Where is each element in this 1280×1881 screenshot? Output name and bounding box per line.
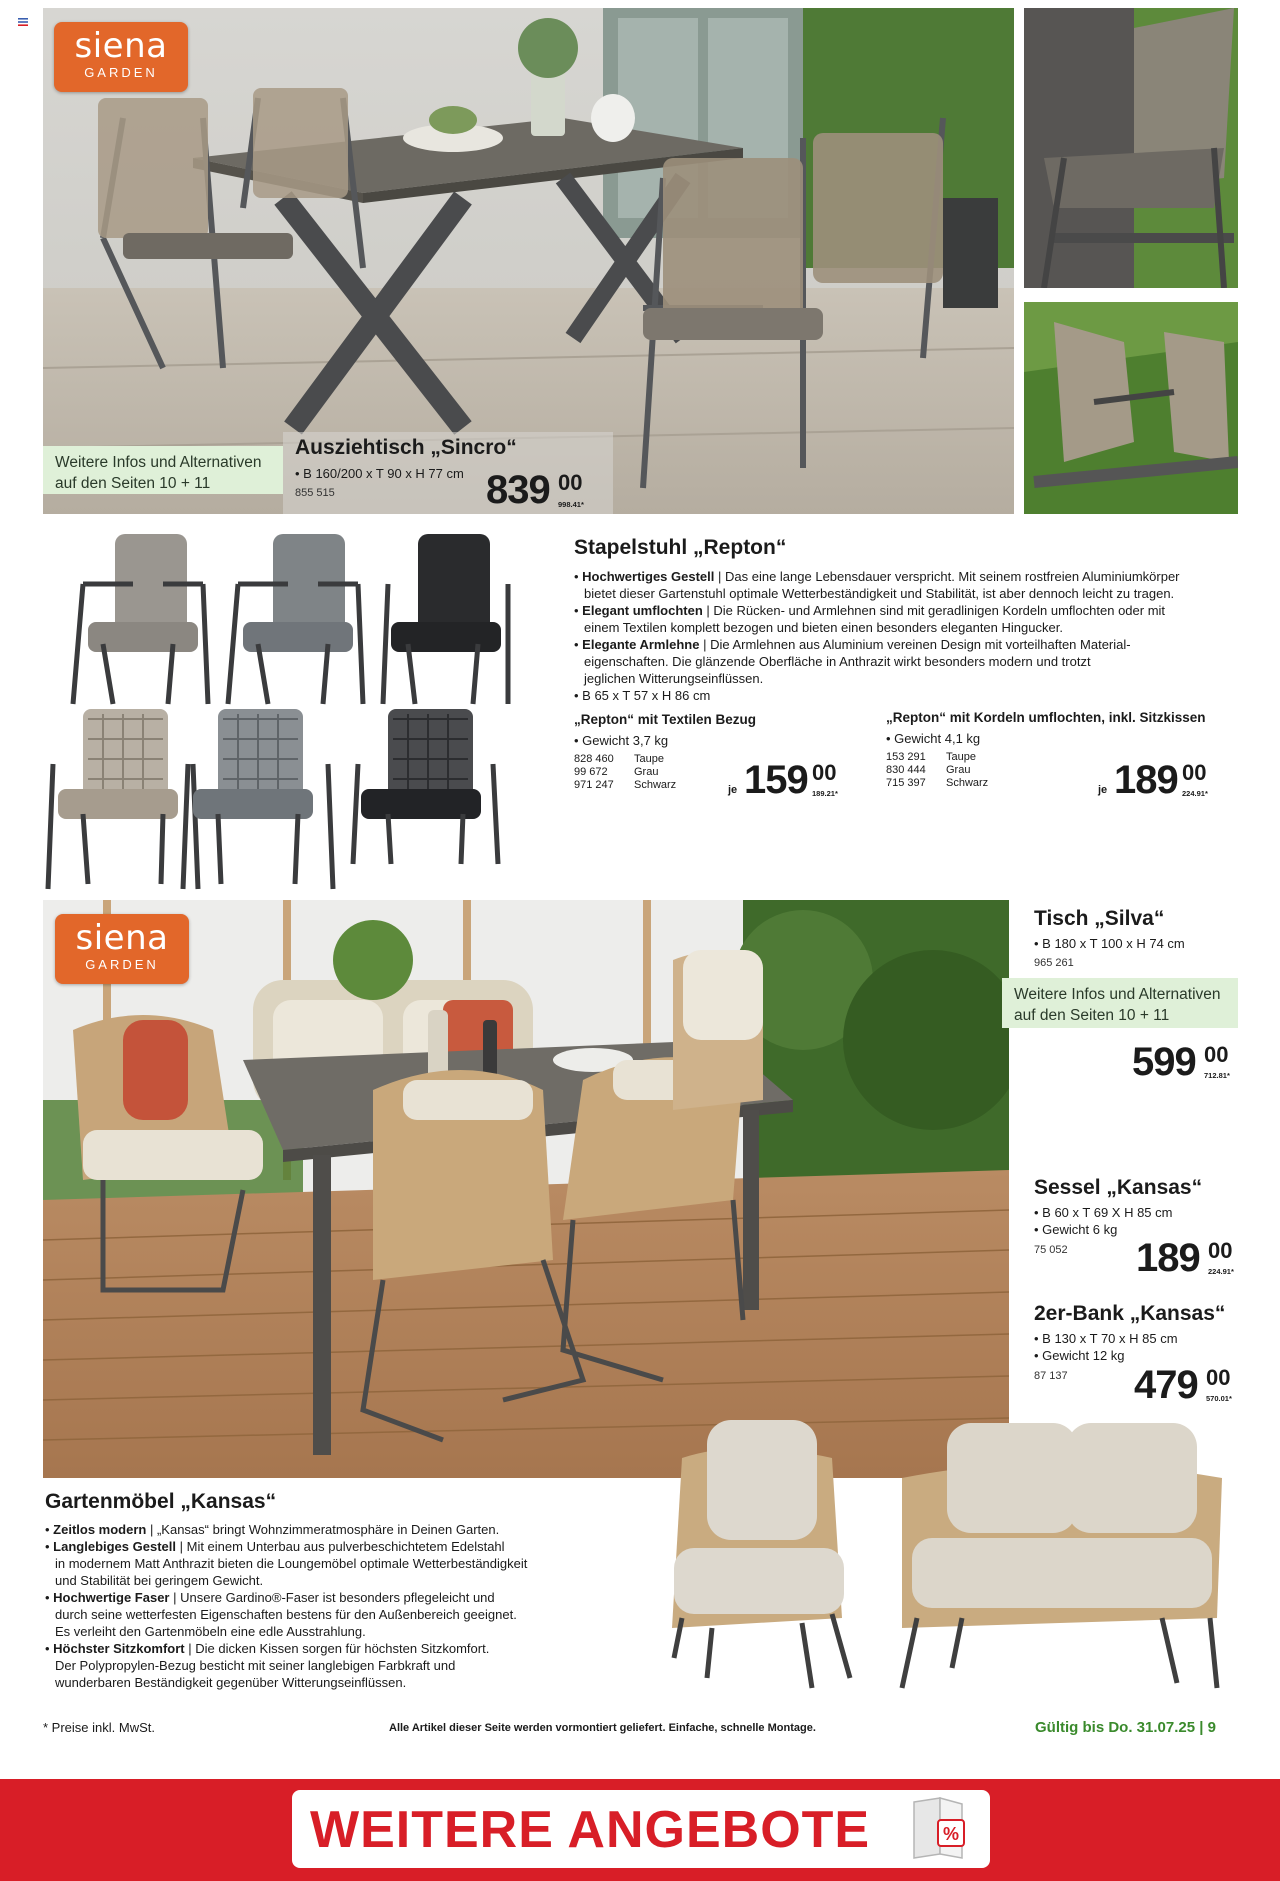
sessel-weight: • Gewicht 6 kg: [1034, 1222, 1118, 1237]
article-number: 971 247: [574, 779, 614, 791]
silva-dims: • B 180 x T 100 x H 74 cm: [1034, 936, 1185, 951]
repton-variant-1-title: „Repton“ mit Textilen Bezug: [574, 712, 757, 727]
bank-price: [1134, 1365, 1240, 1409]
price-sub: 224.91*: [1182, 789, 1208, 798]
repton-bullet-1-line-1: Das eine lange Lebensdauer verspricht. Mit seinem rostfreien Aluminiumkörper: [725, 569, 1180, 584]
price-dec: 00: [1206, 1365, 1231, 1390]
siena-garden-logo: [54, 22, 188, 92]
bank-title: 2er-Bank „Kansas“: [1034, 1302, 1226, 1325]
sessel-dims: • B 60 x T 69 X H 85 cm: [1034, 1205, 1173, 1220]
sincro-price: [486, 470, 594, 514]
info-line-2: auf den Seiten 10 + 11: [55, 475, 211, 492]
price-dec: 00: [1182, 760, 1207, 785]
repton-variant-2-title: „Repton“ mit Kordeln umflochten, inkl. Sitzkissen: [886, 710, 1206, 725]
price-sub: 189.21*: [812, 789, 838, 798]
repton-bullet-3-line-3: jeglichen Witterungseinflüssen.: [584, 671, 764, 686]
info-line-1: Weitere Infos und Alternativen: [1014, 986, 1221, 1003]
sincro-price-dec: 00: [558, 470, 583, 495]
percent-symbol: %: [942, 1824, 960, 1844]
kansas-bullet-3: • Hochwertige Faser | Unsere Gardino®-Faser ist besonders pflegeleicht und: [45, 1590, 495, 1605]
sincro-dims: • B 160/200 x T 90 x H 77 cm: [295, 466, 464, 481]
info-line-1: Weitere Infos und Alternativen: [55, 454, 262, 471]
color-name: Taupe: [946, 751, 976, 763]
repton-variant-1-weight: • Gewicht 3,7 kg: [574, 733, 669, 748]
sincro-price-int: 839: [486, 468, 550, 512]
repton-bullet-2-cont: [574, 619, 1240, 636]
price-int: 189: [1136, 1236, 1200, 1280]
assembly-note: Alle Artikel dieser Seite werden vormontiert geliefert. Einfache, schnelle Montage.: [389, 1722, 816, 1734]
color-name: Grau: [946, 764, 971, 776]
kansas-bullet-3-cont-2: [45, 1623, 665, 1640]
logo-name: siena: [74, 26, 168, 66]
kansas-cutout-photo: [662, 1418, 1232, 1700]
kansas-bullet-3-cont: [45, 1606, 665, 1623]
repton-bullet-1-head: Hochwertiges Gestell: [582, 569, 715, 584]
kansas-bullet-4-cont-2: [45, 1674, 665, 1691]
price-dec: 00: [1208, 1238, 1233, 1263]
repton-bullet-3-cont: [574, 653, 1240, 670]
price-dec: 00: [1204, 1042, 1229, 1067]
table-row: [574, 753, 676, 766]
repton-variant-1-price: [728, 760, 850, 802]
kansas-bullet-3-head: Hochwertige Faser: [53, 1590, 170, 1605]
kansas-bullet-3-line-3: Es verleiht den Gartenmöbeln eine edle Ausstrahlung.: [55, 1624, 366, 1639]
kansas-bullet-1-line-1: „Kansas“ bringt Wohnzimmeratmosphäre in Deinen Garten.: [156, 1522, 500, 1537]
price-int: 159: [744, 758, 808, 802]
repton-bullet-2-line-1: Die Rücken- und Armlehnen sind mit geradlinigen Kordeln umflochten oder mit: [713, 603, 1166, 618]
repton-variant-2-weight: • Gewicht 4,1 kg: [886, 731, 981, 746]
detail-photo-repton-2: [1024, 302, 1238, 514]
kansas-title: Gartenmöbel „Kansas“: [45, 1490, 277, 1513]
bank-article: 87 137: [1034, 1370, 1068, 1382]
table-row: [886, 764, 988, 777]
kansas-bullet-1-head: Zeitlos modern: [53, 1522, 147, 1537]
validity-note: Gültig bis Do. 31.07.25 | 9: [1035, 1719, 1216, 1736]
logo-name: siena: [75, 918, 169, 958]
offers-banner-text[interactable]: WEITERE ANGEBOTE: [310, 1801, 871, 1859]
kansas-bullet-2-cont-2: [45, 1572, 665, 1589]
price-int: 189: [1114, 758, 1178, 802]
kansas-description: [45, 1521, 665, 1691]
sincro-article: 855 515: [295, 487, 335, 499]
repton-bullet-3-cont-2: [574, 670, 1240, 687]
price-sub: 712.81*: [1204, 1071, 1230, 1080]
article-number: 828 460: [574, 753, 614, 765]
kansas-bullet-4-line-1: Die dicken Kissen sorgen für höchsten Sitzkomfort.: [195, 1641, 490, 1656]
kansas-bullet-2-head: Langlebiges Gestell: [53, 1539, 176, 1554]
repton-bullet-3-line-2: eigenschaften. Die glänzende Oberfläche in Anthrazit wirkt besonders modern und trotzt: [584, 654, 1091, 669]
repton-bullet-1-line-2: bietet dieser Gartenstuhl optimale Wetterbeständigkeit und Stabilität, ist aber dennoch leicht zu tragen.: [584, 586, 1175, 601]
price-sub: 570.01*: [1206, 1394, 1232, 1403]
table-row: [574, 766, 676, 779]
color-name: Schwarz: [634, 779, 677, 791]
article-number: 830 444: [886, 764, 926, 776]
table-row: [886, 777, 988, 790]
sessel-title: Sessel „Kansas“: [1034, 1176, 1203, 1199]
siena-garden-logo-2: [55, 914, 189, 984]
article-number: 99 672: [574, 766, 608, 778]
bank-weight: • Gewicht 12 kg: [1034, 1348, 1125, 1363]
color-name: Schwarz: [946, 777, 989, 789]
kansas-bullet-4-line-3: wunderbaren Beständigkeit gegenüber Witterungseinflüssen.: [55, 1675, 407, 1690]
kansas-bullet-2-line-1: Mit einem Unterbau aus pulverbeschichtetem Edelstahl: [186, 1539, 505, 1554]
repton-dims: • B 65 x T 57 x H 86 cm: [574, 688, 711, 703]
info-box-top[interactable]: [43, 446, 283, 494]
silva-title: Tisch „Silva“: [1034, 907, 1165, 930]
silva-article: 965 261: [1034, 957, 1074, 969]
kansas-bullet-2-line-2: in modernem Matt Anthrazit bieten die Loungemöbel optimale Wetterbeständigkeit: [55, 1556, 528, 1571]
color-name: Taupe: [634, 753, 664, 765]
article-number: 715 397: [886, 777, 926, 789]
repton-variant-2-price: [1098, 760, 1220, 802]
repton-chairs-photo: [43, 524, 523, 894]
kansas-bullet-2-cont: [45, 1555, 665, 1572]
silva-price: [1132, 1042, 1240, 1086]
sessel-price: [1136, 1238, 1240, 1282]
sincro-price-sub: 998.41*: [558, 500, 584, 509]
repton-bullet-3-head: Elegante Armlehne: [582, 637, 700, 652]
price-sub: 224.91*: [1208, 1267, 1234, 1276]
repton-bullet-1-cont: [574, 585, 1240, 602]
sessel-article: 75 052: [1034, 1244, 1068, 1256]
kansas-bullet-4: • Höchster Sitzkomfort | Die dicken Kissen sorgen für höchsten Sitzkomfort.: [45, 1641, 490, 1656]
sincro-title: Ausziehtisch „Sincro“: [295, 436, 517, 459]
repton-bullet-2-head: Elegant umflochten: [582, 603, 703, 618]
kansas-bullet-4-head: Höchster Sitzkomfort: [53, 1641, 185, 1656]
info-line-2: auf den Seiten 10 + 11: [1014, 1007, 1170, 1024]
article-number: 153 291: [886, 751, 926, 763]
kansas-bullet-1: • Zeitlos modern | „Kansas“ bringt Wohnzimmeratmosphäre in Deinen Garten.: [45, 1522, 500, 1537]
price-int: 479: [1134, 1363, 1198, 1407]
logo-sub: GARDEN: [84, 65, 158, 80]
catalog-percent-icon[interactable]: [904, 1796, 968, 1862]
repton-bullet-3: • Elegante Armlehne | Die Armlehnen aus Aluminium vereinen Design mit vorteilhaften Material-: [574, 637, 1131, 652]
kansas-bullet-2-line-3: und Stabilität bei geringem Gewicht.: [55, 1573, 264, 1588]
bank-dims: • B 130 x T 70 x H 85 cm: [1034, 1331, 1178, 1346]
repton-bullet-2: • Elegant umflochten | Die Rücken- und Armlehnen sind mit geradlinigen Kordeln umflochten oder mit: [574, 603, 1166, 618]
page-list-icon[interactable]: [18, 18, 28, 26]
kansas-bullet-4-cont: [45, 1657, 665, 1674]
kansas-bullet-4-line-2: Der Polypropylen-Bezug besticht mit seiner langlebigen Farbkraft und: [55, 1658, 456, 1673]
detail-photo-repton-1: [1024, 8, 1238, 288]
table-row: [886, 751, 988, 764]
repton-variant-2-table: [886, 751, 988, 790]
vat-note: * Preise inkl. MwSt.: [43, 1720, 155, 1735]
repton-variant-1-table: [574, 753, 676, 792]
kansas-lifestyle-photo: [43, 900, 1009, 1478]
logo-sub: GARDEN: [85, 957, 159, 972]
price-je: je: [728, 784, 738, 796]
price-int: 599: [1132, 1040, 1196, 1084]
price-dec: 00: [812, 760, 837, 785]
repton-bullet-3-line-1: Die Armlehnen aus Aluminium vereinen Design mit vorteilhaften Material-: [710, 637, 1131, 652]
kansas-bullet-3-line-1: Unsere Gardino®-Faser ist besonders pflegeleicht und: [180, 1590, 495, 1605]
kansas-bullet-3-line-2: durch seine wetterfesten Eigenschaften bestens für den Außenbereich geeignet.: [55, 1607, 517, 1622]
repton-bullet-2-line-2: einem Textilen komplett bezogen und bieten einen besonders eleganten Hingucker.: [584, 620, 1063, 635]
table-row: [574, 779, 676, 792]
repton-bullet-1: • Hochwertiges Gestell | Das eine lange Lebensdauer verspricht. Mit seinem rostfreien Aluminiumkörper: [574, 569, 1180, 584]
color-name: Grau: [634, 766, 659, 778]
repton-description: [574, 568, 1240, 704]
info-box-silva[interactable]: [1002, 978, 1238, 1028]
repton-title: Stapelstuhl „Repton“: [574, 536, 787, 559]
kansas-bullet-2: • Langlebiges Gestell | Mit einem Unterbau aus pulverbeschichtetem Edelstahl: [45, 1539, 505, 1554]
price-je: je: [1098, 784, 1108, 796]
